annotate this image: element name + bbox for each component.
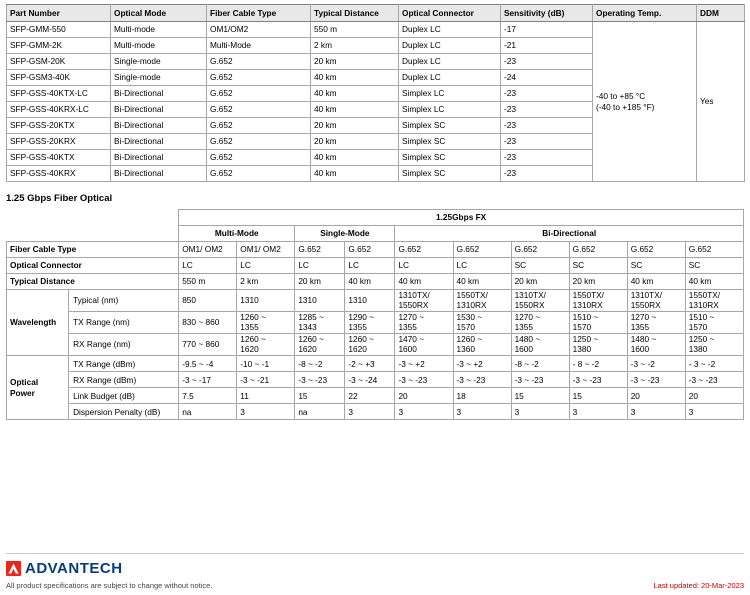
cell-optical-mode: Single-mode [111,70,207,86]
cell-value: 1510 ~ 1570 [569,312,627,334]
cell-typical-distance: 20 km [311,134,399,150]
row-label-typical-distance: Typical Distance [7,274,179,290]
group-header-single-mode: Single-Mode [295,226,395,242]
cell-sensitivity: -23 [501,134,593,150]
cell-value: SC [685,258,743,274]
cell-value: -3 ~ +2 [453,356,511,372]
row-link-budget [7,388,744,404]
footer-last-updated: Last updated: 20-Mar-2023 [653,581,744,590]
top-header-row [7,210,744,226]
cell-value: SC [511,258,569,274]
cell-part-number: SFP-GSS-40KRX [7,166,111,182]
cell-value: 3 [237,404,295,420]
cell-value: -3 ~ -23 [627,372,685,388]
optical-power-line1: Optical [10,377,39,388]
cell-optical-mode: Bi-Directional [111,134,207,150]
cell-value: OM1/ OM2 [179,242,237,258]
cell-part-number: SFP-GSM-20K [7,54,111,70]
cell-fiber-cable-type: G.652 [207,54,311,70]
cell-typical-distance: 2 km [311,38,399,54]
cell-fiber-cable-type: G.652 [207,150,311,166]
cell-value: 20 km [569,274,627,290]
cell-value: 1270 ~ 1355 [395,312,453,334]
cell-value: -3 ~ -24 [345,372,395,388]
row-optical-connector [7,258,744,274]
cell-optical-connector: Duplex LC [399,70,501,86]
cell-part-number: SFP-GMM-550 [7,22,111,38]
footer-disclaimer: All product specifications are subject to change without notice. [6,581,213,590]
cell-typical-distance: 40 km [311,102,399,118]
cell-value: G.652 [511,242,569,258]
cell-value: G.652 [627,242,685,258]
sfp-part-number-table [6,4,745,182]
cell-value: LC [395,258,453,274]
cell-value: SC [627,258,685,274]
cell-optical-connector: Simplex SC [399,134,501,150]
cell-value: 3 [511,404,569,420]
cell-fiber-cable-type: G.652 [207,134,311,150]
cell-value: G.652 [395,242,453,258]
col-header-optical-connector: Optical Connector [399,5,501,22]
cell-optical-mode: Bi-Directional [111,86,207,102]
row-optical-power-rx [7,372,744,388]
cell-value: 40 km [627,274,685,290]
cell-value: G.652 [345,242,395,258]
cell-value: 550 m [179,274,237,290]
col-header-sensitivity: Sensitivity (dB) [501,5,593,22]
cell-fiber-cable-type: G.652 [207,86,311,102]
cell-optical-connector: Simplex SC [399,150,501,166]
cell-value: 1260 ~ 1620 [295,334,345,356]
cell-typical-distance: 40 km [311,86,399,102]
cell-value: -3 ~ +2 [395,356,453,372]
cell-value: - 8 ~ -2 [569,356,627,372]
cell-value: LC [237,258,295,274]
cell-value: 1285 ~ 1343 [295,312,345,334]
cell-part-number: SFP-GSS-40KRX-LC [7,102,111,118]
cell-part-number: SFP-GSS-20KRX [7,134,111,150]
cell-optical-connector: Simplex SC [399,118,501,134]
cell-typical-distance: 550 m [311,22,399,38]
cell-value: 1250 ~ 1380 [685,334,743,356]
cell-value: -3 ~ -23 [295,372,345,388]
cell-part-number: SFP-GSS-40KTX-LC [7,86,111,102]
cell-value: G.652 [569,242,627,258]
cell-value: 3 [345,404,395,420]
sub-row-label: TX Range (dBm) [69,356,179,372]
cell-value: 40 km [685,274,743,290]
cell-part-number: SFP-GSS-20KTX [7,118,111,134]
col-header-optical-mode: Optical Mode [111,5,207,22]
cell-fiber-cable-type: G.652 [207,166,311,182]
cell-value: 40 km [453,274,511,290]
group-header-row [7,226,744,242]
sub-row-label: Link Budget (dB) [69,388,179,404]
cell-value: 1270 ~ 1355 [511,312,569,334]
cell-value: 1260 ~ 1355 [237,312,295,334]
row-label-optical-connector: Optical Connector [7,258,179,274]
cell-sensitivity: -23 [501,102,593,118]
cell-fiber-cable-type: G.652 [207,102,311,118]
cell-value: -3 ~ -21 [237,372,295,388]
cell-value: G.652 [685,242,743,258]
table-header-row [7,5,745,22]
cell-value: -8 ~ -2 [511,356,569,372]
row-wavelength-tx-range [7,312,744,334]
optical-power-line2: Power [10,387,35,398]
cell-value: LC [453,258,511,274]
cell-value: 1310 [345,290,395,312]
cell-value: -8 ~ -2 [295,356,345,372]
col-header-fiber-cable-type: Fiber Cable Type [207,5,311,22]
cell-value: -10 ~ -1 [237,356,295,372]
cell-sensitivity: -23 [501,118,593,134]
cell-value: OM1/ OM2 [237,242,295,258]
cell-value: 20 [627,388,685,404]
cell-value: 1260 ~ 1360 [453,334,511,356]
cell-value: 1550TX/ 1310RX [685,290,743,312]
cell-value: 3 [453,404,511,420]
section-title: 1.25 Gbps Fiber Optical [6,193,113,204]
cell-optical-connector: Simplex LC [399,102,501,118]
cell-value: 3 [627,404,685,420]
cell-optical-mode: Bi-Directional [111,150,207,166]
cell-value: -3 ~ -23 [395,372,453,388]
sub-row-label: Dispersion Penalty (dB) [69,404,179,420]
col-header-part-number: Part Number [7,5,111,22]
cell-value: -3 ~ -23 [569,372,627,388]
cell-optical-mode: Bi-Directional [111,118,207,134]
cell-value: 1310TX/ 1550RX [395,290,453,312]
col-header-operating-temp: Operating Temp. [593,5,697,22]
cell-value: SC [569,258,627,274]
cell-typical-distance: 40 km [311,150,399,166]
cell-operating-temp [593,22,697,182]
cell-value: 22 [345,388,395,404]
advantech-logo-icon [6,561,21,576]
cell-typical-distance: 40 km [311,166,399,182]
cell-typical-distance: 20 km [311,54,399,70]
sub-row-label: RX Range (nm) [69,334,179,356]
cell-value: 20 km [295,274,345,290]
cell-value: 850 [179,290,237,312]
cell-value: 1550TX/ 1310RX [569,290,627,312]
cell-optical-mode: Bi-Directional [111,102,207,118]
cell-sensitivity: -24 [501,70,593,86]
cell-optical-connector: Duplex LC [399,54,501,70]
cell-fiber-cable-type: OM1/OM2 [207,22,311,38]
cell-part-number: SFP-GSS-40KTX [7,150,111,166]
cell-value: -2 ~ +3 [345,356,395,372]
cell-value: -3 ~ -23 [511,372,569,388]
row-dispersion-penalty [7,404,744,420]
cell-typical-distance: 40 km [311,70,399,86]
cell-value: 3 [395,404,453,420]
cell-value: 1310TX/ 1550RX [511,290,569,312]
group-header-bi-directional: Bi-Directional [395,226,744,242]
cell-value: 20 [685,388,743,404]
col-header-typical-distance: Typical Distance [311,5,399,22]
header-1-25gbps-fx: 1.25Gbps FX [179,210,744,226]
cell-sensitivity: -23 [501,150,593,166]
cell-value: -3 ~ -23 [685,372,743,388]
cell-optical-mode: Single-mode [111,54,207,70]
cell-value: 18 [453,388,511,404]
cell-value: 2 km [237,274,295,290]
cell-value: 1470 ~ 1600 [395,334,453,356]
cell-value: na [179,404,237,420]
row-optical-power-tx [7,356,744,372]
cell-value: 1310TX/ 1550RX [627,290,685,312]
cell-value: 1290 ~ 1355 [345,312,395,334]
cell-value: na [295,404,345,420]
sub-row-label: TX Range (nm) [69,312,179,334]
cell-value: 1550TX/ 1310RX [453,290,511,312]
cell-value: 830 ~ 860 [179,312,237,334]
cell-value: 20 km [511,274,569,290]
row-label-fiber-cable-type: Fiber Cable Type [7,242,179,258]
cell-optical-mode: Bi-Directional [111,166,207,182]
cell-value: 1310 [295,290,345,312]
cell-value: 15 [569,388,627,404]
col-header-ddm: DDM [697,5,745,22]
cell-optical-connector: Simplex LC [399,86,501,102]
datasheet-page [0,4,750,595]
cell-fiber-cable-type: G.652 [207,70,311,86]
cell-value: 1530 ~ 1570 [453,312,511,334]
cell-value: - 3 ~ -2 [685,356,743,372]
row-typical-distance [7,274,744,290]
cell-part-number: SFP-GSM3-40K [7,70,111,86]
cell-value: LC [179,258,237,274]
cell-optical-mode: Multi-mode [111,22,207,38]
operating-temp-line2: (-40 to +185 °F) [596,101,655,112]
table-row [7,22,745,38]
cell-optical-connector: Duplex LC [399,22,501,38]
cell-sensitivity: -23 [501,166,593,182]
cell-value: 1480 ~ 1600 [627,334,685,356]
cell-fiber-cable-type: G.652 [207,118,311,134]
cell-value: 770 ~ 860 [179,334,237,356]
row-wavelength-rx-range [7,334,744,356]
brand-block [0,554,750,579]
cell-sensitivity: -21 [501,38,593,54]
cell-optical-connector: Duplex LC [399,38,501,54]
row-wavelength-typical [7,290,744,312]
cell-value: G.652 [295,242,345,258]
cell-value: LC [345,258,395,274]
cell-value: 3 [569,404,627,420]
cell-value: -3 ~ -23 [453,372,511,388]
cell-value: 1480 ~ 1600 [511,334,569,356]
row-label-optical-power [7,356,69,420]
brand-name: ADVANTECH [25,560,123,577]
row-fiber-cable-type [7,242,744,258]
sub-row-label: RX Range (dBm) [69,372,179,388]
sub-row-label: Typical (nm) [69,290,179,312]
cell-part-number: SFP-GMM-2K [7,38,111,54]
operating-temp-line1: -40 to +85 °C [596,91,646,102]
cell-optical-mode: Multi-mode [111,38,207,54]
cell-value: 40 km [345,274,395,290]
cell-value: 1260 ~ 1620 [237,334,295,356]
cell-typical-distance: 20 km [311,118,399,134]
cell-ddm: Yes [697,22,745,182]
cell-value: -3 ~ -17 [179,372,237,388]
cell-sensitivity: -17 [501,22,593,38]
cell-value: -9.5 ~ -4 [179,356,237,372]
fiber-optical-spec-table [6,209,744,420]
cell-value: 3 [685,404,743,420]
row-label-wavelength: Wavelength [7,290,69,356]
cell-value: 11 [237,388,295,404]
group-header-multi-mode: Multi-Mode [179,226,295,242]
cell-value: 15 [511,388,569,404]
cell-value: 40 km [395,274,453,290]
cell-value: 1270 ~ 1355 [627,312,685,334]
cell-value: G.652 [453,242,511,258]
cell-value: 1260 ~ 1620 [345,334,395,356]
cell-value: 20 [395,388,453,404]
page-footer [0,553,750,595]
cell-value: LC [295,258,345,274]
footer-bottom [0,579,750,595]
cell-sensitivity: -23 [501,86,593,102]
cell-value: 7.5 [179,388,237,404]
cell-value: 1310 [237,290,295,312]
cell-value: 1250 ~ 1380 [569,334,627,356]
cell-fiber-cable-type: Multi-Mode [207,38,311,54]
cell-optical-connector: Simplex SC [399,166,501,182]
cell-value: 1510 ~ 1570 [685,312,743,334]
cell-value: -3 ~ -2 [627,356,685,372]
cell-value: 15 [295,388,345,404]
cell-sensitivity: -23 [501,54,593,70]
